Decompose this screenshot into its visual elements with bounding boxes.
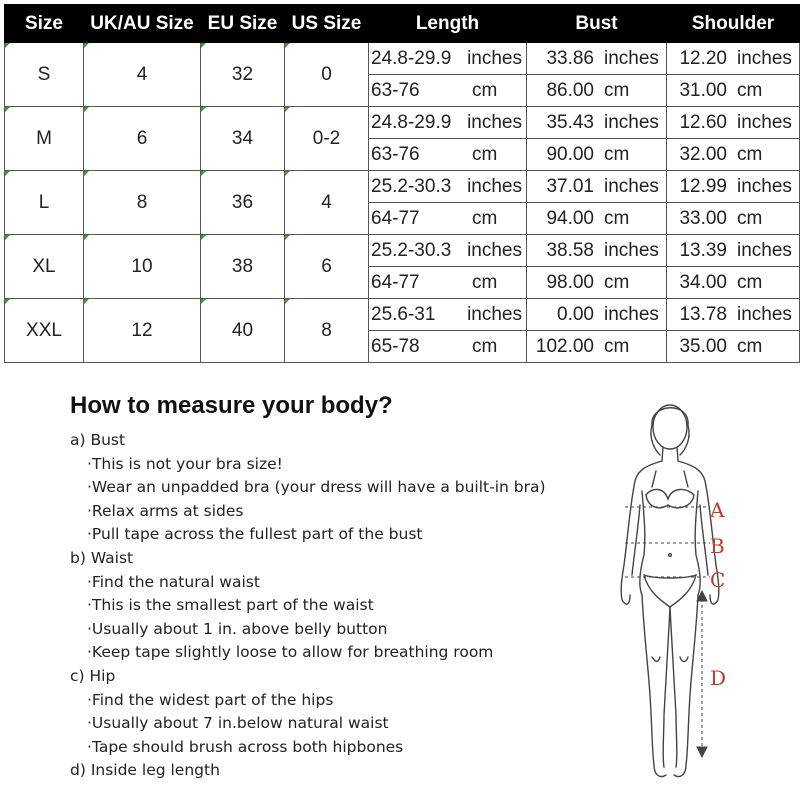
body-outline bbox=[621, 405, 719, 777]
size-cell: L bbox=[5, 171, 84, 235]
length-cm-value: 65-78 bbox=[371, 335, 420, 357]
shoulder-cm-value: 35.00 bbox=[679, 335, 727, 357]
length-cm-cell bbox=[369, 267, 527, 299]
bust-cm-value: 102.00 bbox=[535, 335, 594, 357]
bust-inches-cell bbox=[527, 235, 667, 267]
bust-inches-unit: inches bbox=[604, 239, 659, 261]
table-row bbox=[5, 235, 800, 267]
shoulder-inches-value: 13.39 bbox=[679, 239, 727, 261]
size-cell: M bbox=[5, 107, 84, 171]
shoulder-cm-unit: cm bbox=[737, 207, 763, 229]
measure-tip: ·Relax arms at sides bbox=[87, 501, 244, 520]
length-inches-unit: inches bbox=[467, 111, 522, 133]
length-cm-unit: cm bbox=[472, 335, 498, 357]
eu-cell: 36 bbox=[201, 171, 285, 235]
bust-inches-unit: inches bbox=[604, 111, 659, 133]
length-inches-value: 25.2-30.3 bbox=[371, 175, 452, 197]
length-inches-value: 25.6-31 bbox=[371, 303, 436, 325]
bust-cm-cell bbox=[527, 139, 667, 171]
shoulder-inches-value: 12.99 bbox=[679, 175, 727, 197]
measure-tip: ·Tape should brush across both hipbones bbox=[87, 737, 404, 756]
bust-cm-unit: cm bbox=[604, 335, 630, 357]
bust-cm-value: 90.00 bbox=[546, 143, 594, 165]
bust-inches-value: 38.58 bbox=[546, 239, 594, 261]
length-inches-cell bbox=[369, 171, 527, 203]
measure-tip: ·Usually about 7 in.below natural waist bbox=[87, 714, 389, 733]
bust-cm-cell bbox=[527, 75, 667, 107]
shoulder-cm-unit: cm bbox=[737, 79, 763, 101]
shoulder-cm-cell bbox=[667, 75, 800, 107]
eu-cell: 40 bbox=[201, 299, 285, 363]
us-cell: 6 bbox=[285, 235, 369, 299]
bust-inches-unit: inches bbox=[604, 175, 659, 197]
length-inches-cell bbox=[369, 299, 527, 331]
length-cm-value: 64-77 bbox=[371, 271, 420, 293]
shoulder-inches-cell bbox=[667, 43, 800, 75]
length-cm-unit: cm bbox=[472, 79, 498, 101]
bust-inches-value: 37.01 bbox=[546, 175, 594, 197]
measure-guide-lines bbox=[625, 507, 710, 577]
shoulder-cm-cell bbox=[667, 331, 800, 363]
length-cm-cell bbox=[369, 139, 527, 171]
length-cm-cell bbox=[369, 75, 527, 107]
length-inches-cell bbox=[369, 107, 527, 139]
header-bust: Bust bbox=[527, 5, 667, 43]
header-us-size: US Size bbox=[285, 5, 369, 43]
shoulder-cm-unit: cm bbox=[737, 143, 763, 165]
measure-tip: ·Wear an unpadded bra (your dress will have a built-in bra) bbox=[87, 478, 546, 497]
length-cm-unit: cm bbox=[472, 143, 498, 165]
table-row bbox=[5, 43, 800, 75]
measure-guide-title: How to measure your body? bbox=[70, 392, 393, 419]
header-length: Length bbox=[369, 5, 527, 43]
measure-section-title: c) Hip bbox=[70, 666, 116, 685]
length-cm-value: 63-76 bbox=[371, 79, 420, 101]
table-row bbox=[5, 171, 800, 203]
uk-au-cell: 6 bbox=[84, 107, 201, 171]
length-inches-value: 24.8-29.9 bbox=[371, 47, 452, 69]
length-inches-unit: inches bbox=[467, 303, 522, 325]
shoulder-inches-value: 12.60 bbox=[679, 111, 727, 133]
body-measurement-figure bbox=[600, 395, 800, 795]
measure-tip: ·This is not your bra size! bbox=[87, 454, 283, 473]
eu-cell: 32 bbox=[201, 43, 285, 107]
measure-tip: ·Find the widest part of the hips bbox=[87, 690, 334, 709]
shoulder-cm-value: 32.00 bbox=[679, 143, 727, 165]
uk-au-cell: 8 bbox=[84, 171, 201, 235]
uk-au-cell: 12 bbox=[84, 299, 201, 363]
shoulder-cm-value: 34.00 bbox=[679, 271, 727, 293]
shoulder-cm-unit: cm bbox=[737, 271, 763, 293]
bust-inches-value: 35.43 bbox=[546, 111, 594, 133]
measure-section-title: b) Waist bbox=[70, 548, 134, 567]
shoulder-inches-cell bbox=[667, 171, 800, 203]
bust-inches-cell bbox=[527, 299, 667, 331]
length-cm-value: 64-77 bbox=[371, 207, 420, 229]
us-cell: 4 bbox=[285, 171, 369, 235]
header-eu-size: EU Size bbox=[201, 5, 285, 43]
shoulder-inches-cell bbox=[667, 235, 800, 267]
us-cell: 0-2 bbox=[285, 107, 369, 171]
bust-inches-unit: inches bbox=[604, 47, 659, 69]
length-inches-unit: inches bbox=[467, 175, 522, 197]
length-inches-value: 24.8-29.9 bbox=[371, 111, 452, 133]
us-cell: 8 bbox=[285, 299, 369, 363]
bust-cm-unit: cm bbox=[604, 79, 630, 101]
shoulder-cm-cell bbox=[667, 267, 800, 299]
measure-section-title: a) Bust bbox=[70, 431, 126, 449]
length-inches-unit: inches bbox=[467, 47, 522, 69]
label-b: B bbox=[710, 534, 725, 558]
length-inches-unit: inches bbox=[467, 239, 522, 261]
shoulder-inches-unit: inches bbox=[737, 47, 792, 69]
length-cm-cell bbox=[369, 203, 527, 235]
length-inches-cell bbox=[369, 43, 527, 75]
measure-guide-list bbox=[70, 429, 610, 783]
size-cell: S bbox=[5, 43, 84, 107]
bust-cm-unit: cm bbox=[604, 143, 630, 165]
length-cm-value: 63-76 bbox=[371, 143, 420, 165]
shoulder-inches-cell bbox=[667, 107, 800, 139]
label-a: A bbox=[710, 498, 725, 522]
shoulder-inches-value: 12.20 bbox=[679, 47, 727, 69]
length-cm-unit: cm bbox=[472, 207, 498, 229]
bust-inches-cell bbox=[527, 107, 667, 139]
shoulder-cm-cell bbox=[667, 203, 800, 235]
size-chart-header bbox=[5, 5, 800, 43]
shoulder-cm-unit: cm bbox=[737, 335, 763, 357]
shoulder-cm-value: 31.00 bbox=[679, 79, 727, 101]
eu-cell: 34 bbox=[201, 107, 285, 171]
measure-tip: ·Keep tape slightly loose to allow for breathing room bbox=[87, 643, 494, 662]
table-row bbox=[5, 299, 800, 331]
uk-au-cell: 10 bbox=[84, 235, 201, 299]
bust-cm-cell bbox=[527, 267, 667, 299]
bust-cm-value: 94.00 bbox=[546, 207, 594, 229]
bust-inches-value: 33.86 bbox=[546, 47, 594, 69]
length-inches-value: 25.2-30.3 bbox=[371, 239, 452, 261]
measure-section-title: d) Inside leg length bbox=[70, 761, 220, 780]
bust-cm-value: 86.00 bbox=[546, 79, 594, 101]
label-c: C bbox=[710, 568, 726, 592]
shoulder-inches-unit: inches bbox=[737, 111, 792, 133]
header-size: Size bbox=[5, 5, 84, 43]
shoulder-inches-unit: inches bbox=[737, 175, 792, 197]
eu-cell: 38 bbox=[201, 235, 285, 299]
header-uk-au-size: UK/AU Size bbox=[84, 5, 201, 43]
length-cm-unit: cm bbox=[472, 271, 498, 293]
shoulder-inches-cell bbox=[667, 299, 800, 331]
size-cell: XL bbox=[5, 235, 84, 299]
shoulder-inches-value: 13.78 bbox=[679, 303, 727, 325]
measure-tip: ·Pull tape across the fullest part of the bust bbox=[87, 525, 423, 544]
uk-au-cell: 4 bbox=[84, 43, 201, 107]
bust-cm-unit: cm bbox=[604, 207, 630, 229]
shoulder-cm-value: 33.00 bbox=[679, 207, 727, 229]
size-chart-table bbox=[4, 4, 800, 363]
inside-leg-arrow bbox=[697, 591, 707, 757]
bust-cm-unit: cm bbox=[604, 271, 630, 293]
us-cell: 0 bbox=[285, 43, 369, 107]
bust-inches-cell bbox=[527, 171, 667, 203]
size-cell: XXL bbox=[5, 299, 84, 363]
measure-tip: ·Usually about 1 in. above belly button bbox=[87, 619, 388, 638]
bust-inches-cell bbox=[527, 43, 667, 75]
shoulder-cm-cell bbox=[667, 139, 800, 171]
table-row bbox=[5, 107, 800, 139]
bust-cm-cell bbox=[527, 203, 667, 235]
bust-inches-value: 0.00 bbox=[557, 303, 594, 325]
bust-cm-cell bbox=[527, 331, 667, 363]
header-shoulder: Shoulder bbox=[667, 5, 800, 43]
label-d: D bbox=[710, 666, 727, 690]
shoulder-inches-unit: inches bbox=[737, 239, 792, 261]
length-cm-cell bbox=[369, 331, 527, 363]
measure-tip: ·Find the natural waist bbox=[87, 572, 260, 591]
bust-inches-unit: inches bbox=[604, 303, 659, 325]
shoulder-inches-unit: inches bbox=[737, 303, 792, 325]
measure-tip: ·This is the smallest part of the waist bbox=[87, 596, 374, 615]
size-chart-body bbox=[5, 43, 800, 363]
length-inches-cell bbox=[369, 235, 527, 267]
bust-cm-value: 98.00 bbox=[546, 271, 594, 293]
